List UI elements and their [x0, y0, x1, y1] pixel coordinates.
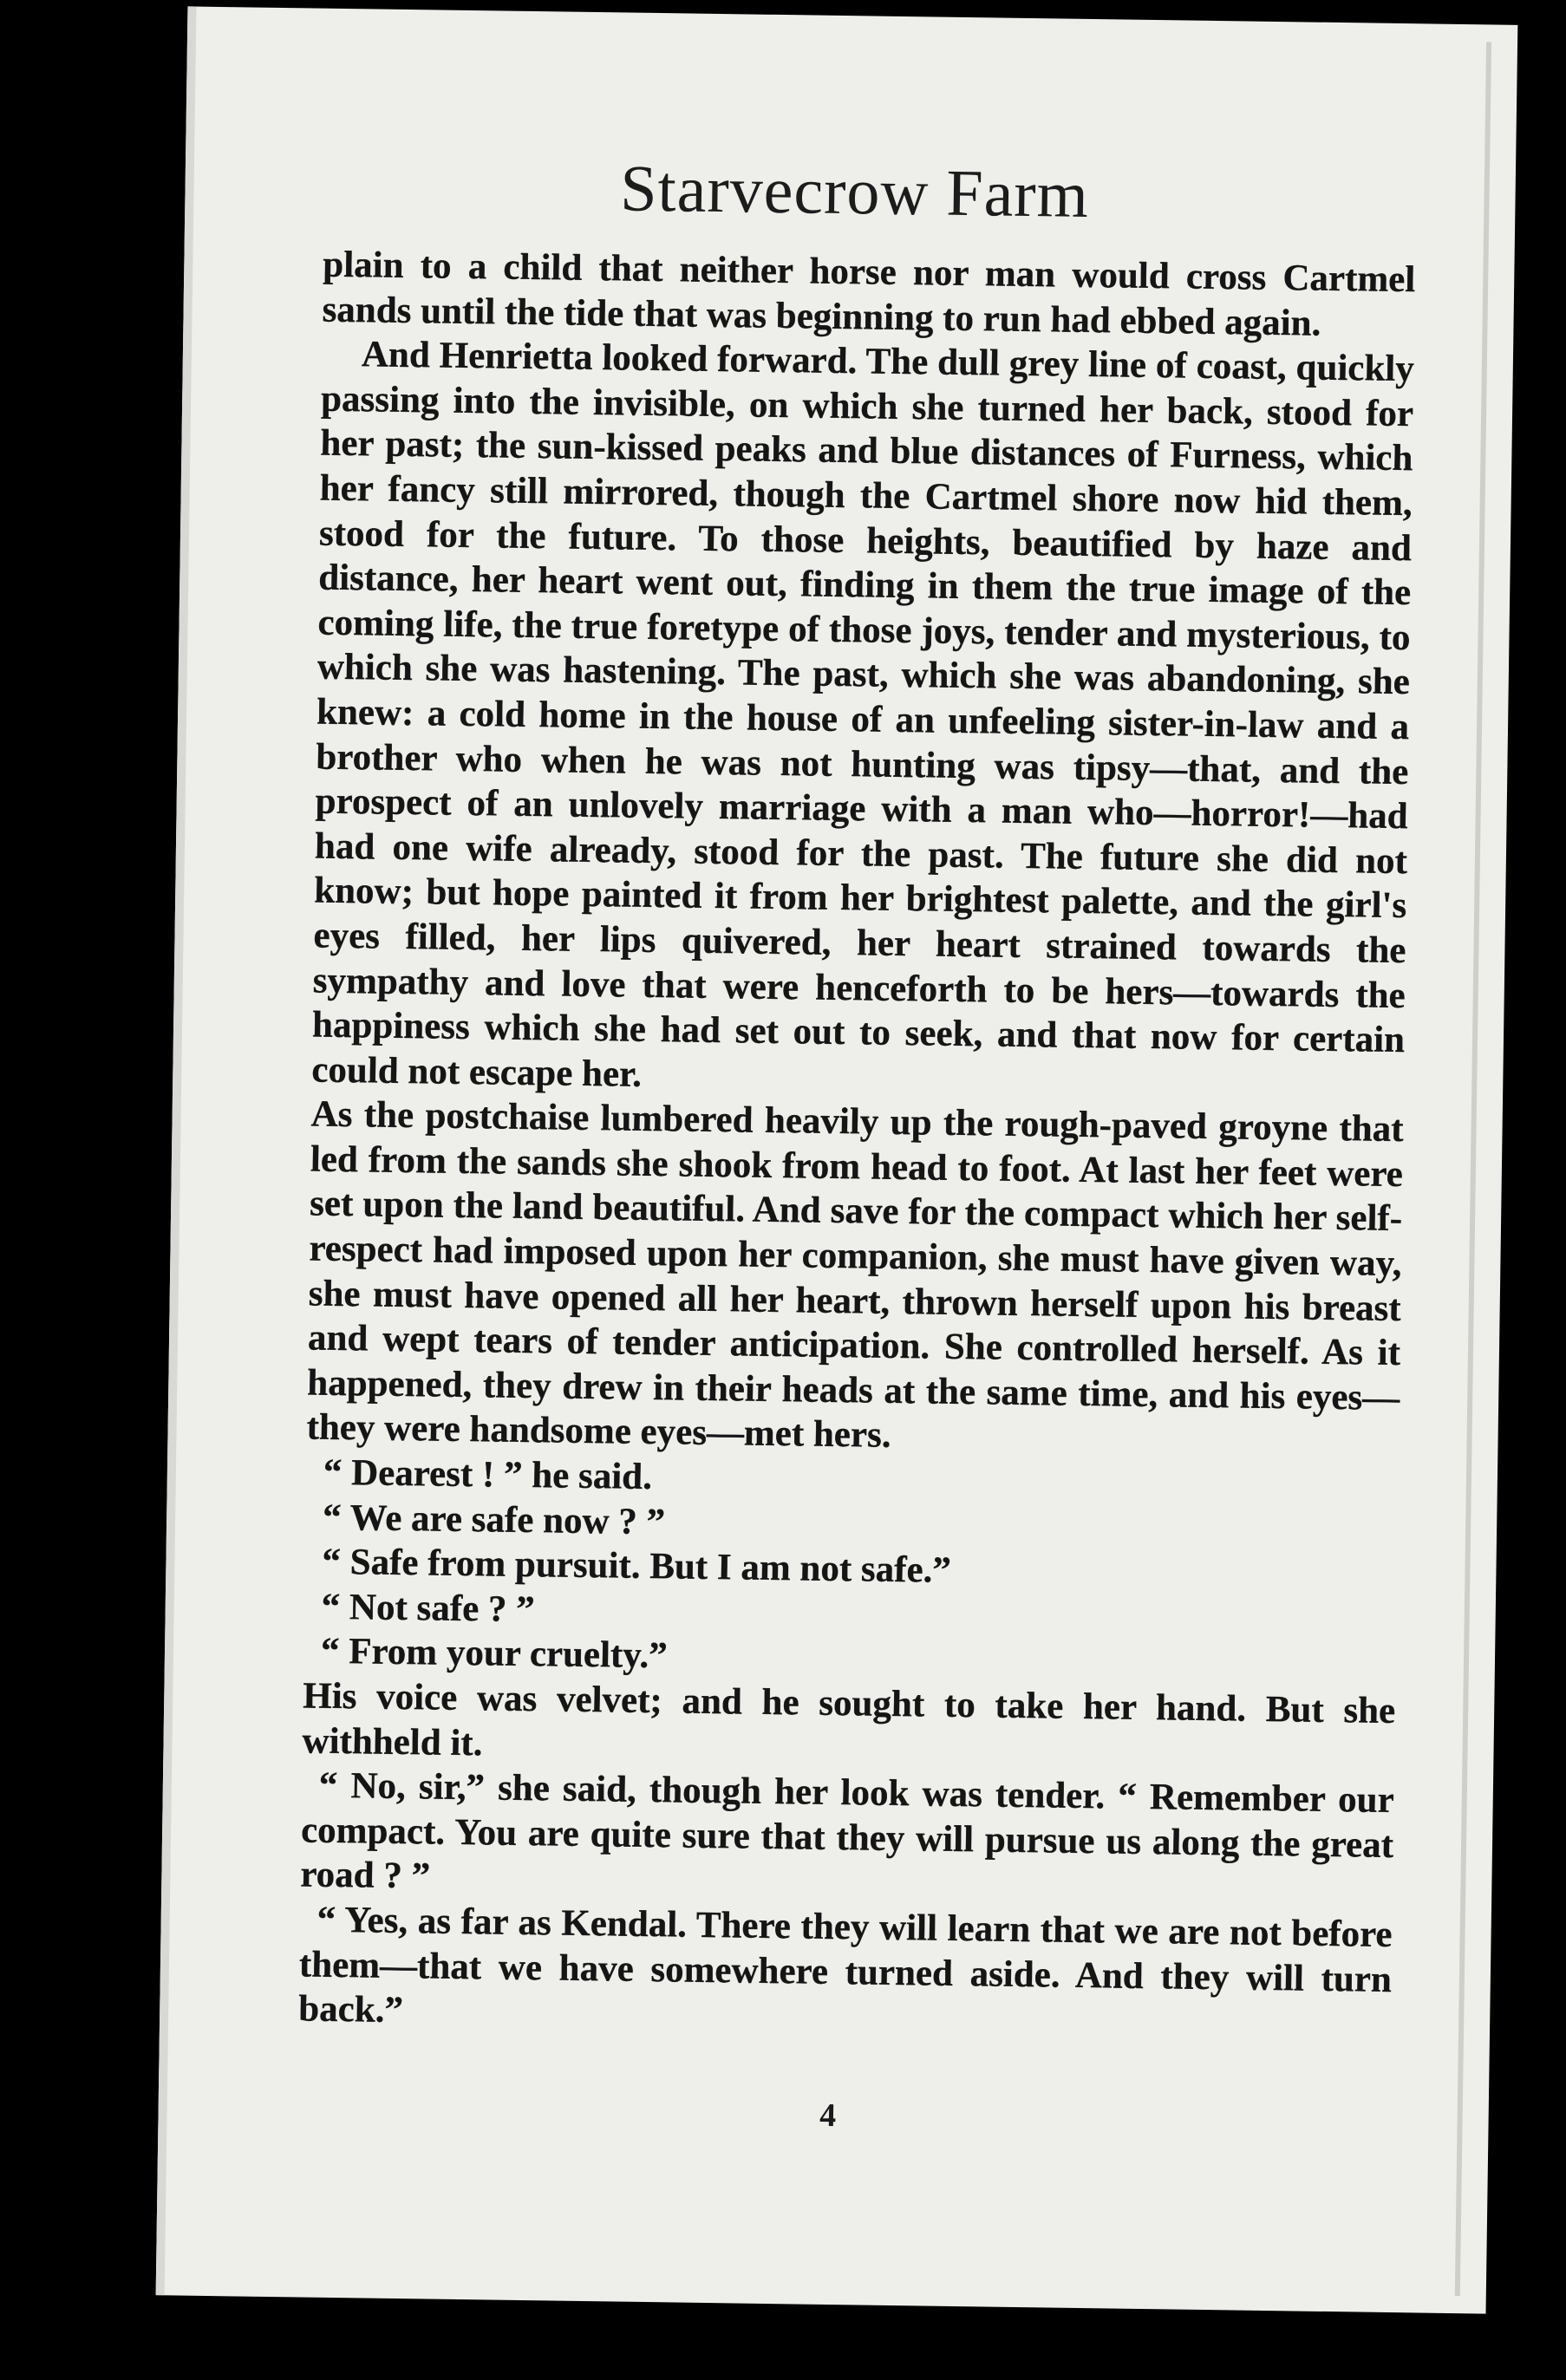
book-page	[156, 6, 1518, 2313]
dialogue-line: “ From your cruelty.”	[320, 1631, 669, 1677]
paragraph: As the postchaise lumbered heavily up the rough-paved groyne that led from the sands she shook from head to foot. At last her feet were set upon the land beautiful. And save for the compact which her self-respect had imposed upon her companion, she must have given way, she must have opened all her heart, thrown herself upon his breast and wept tears of tender anticipation. She controlled herself. As it happened, they drew in their heads at the same time, and his eyes—they were handsome eyes—met hers.	[306, 1093, 1404, 1457]
dialogue-line: “ Yes, as far as Kendal. There they will learn that we are not before them—that we have somewhere turned aside. And they will turn back.”	[297, 1899, 1393, 2031]
paragraph: His voice was velvet; and he sought to take her hand. But she withheld it.	[302, 1675, 1396, 1764]
paragraph: plain to a child that neither horse nor man would cross Cartmel sands until the tide that was beginning to run had ebbed again.	[322, 244, 1416, 344]
running-head: Starvecrow Farm	[619, 152, 1090, 231]
paragraph: And Henrietta looked forward. The dull grey line of coast, quickly passing into the invisible, on which she turned her back, stood for her past; the sun-kissed peaks and blue distances of Furness, which her fancy still mirrored, though the Cartmel shore now hid them, stood for the future. To those heights, beautified by haze and distance, her heart went out, finding in them the true image of the coming life, the true foretype of those joys, tender and mysterious, to which she was hastening. The past, which she was abandoning, she knew: a cold home in the house of an unfeeling sister-in-law and a brother who when he was not hunting was tipsy—that, and the prospect of an unlovely marriage with a man who—horror!—had had one wife already, stood for the past. The future she did not know; but hope painted it from her brightest palette, and the girl's eyes filled, her lips quivered, her heart strained towards the sympathy and love that were henceforth to be hers—towards the happiness which she had set out to seek, and that now for certain could not escape her.	[311, 334, 1415, 1095]
dialogue-line: “ Not safe ? ”	[321, 1586, 536, 1630]
dialogue-line: “ Dearest ! ” he said.	[323, 1451, 653, 1498]
page-number: 4	[819, 2096, 837, 2135]
dialogue-line: “ We are safe now ? ”	[322, 1496, 666, 1542]
body-text	[298, 243, 1416, 2047]
dialogue-line: “ No, sir,” she said, though her look was tender. “ Remember our compact. You are quite sure that they will pursue us along the great road ? ”	[300, 1764, 1395, 1897]
dialogue-line: “ Safe from pursuit. But I am not safe.”	[322, 1541, 952, 1592]
